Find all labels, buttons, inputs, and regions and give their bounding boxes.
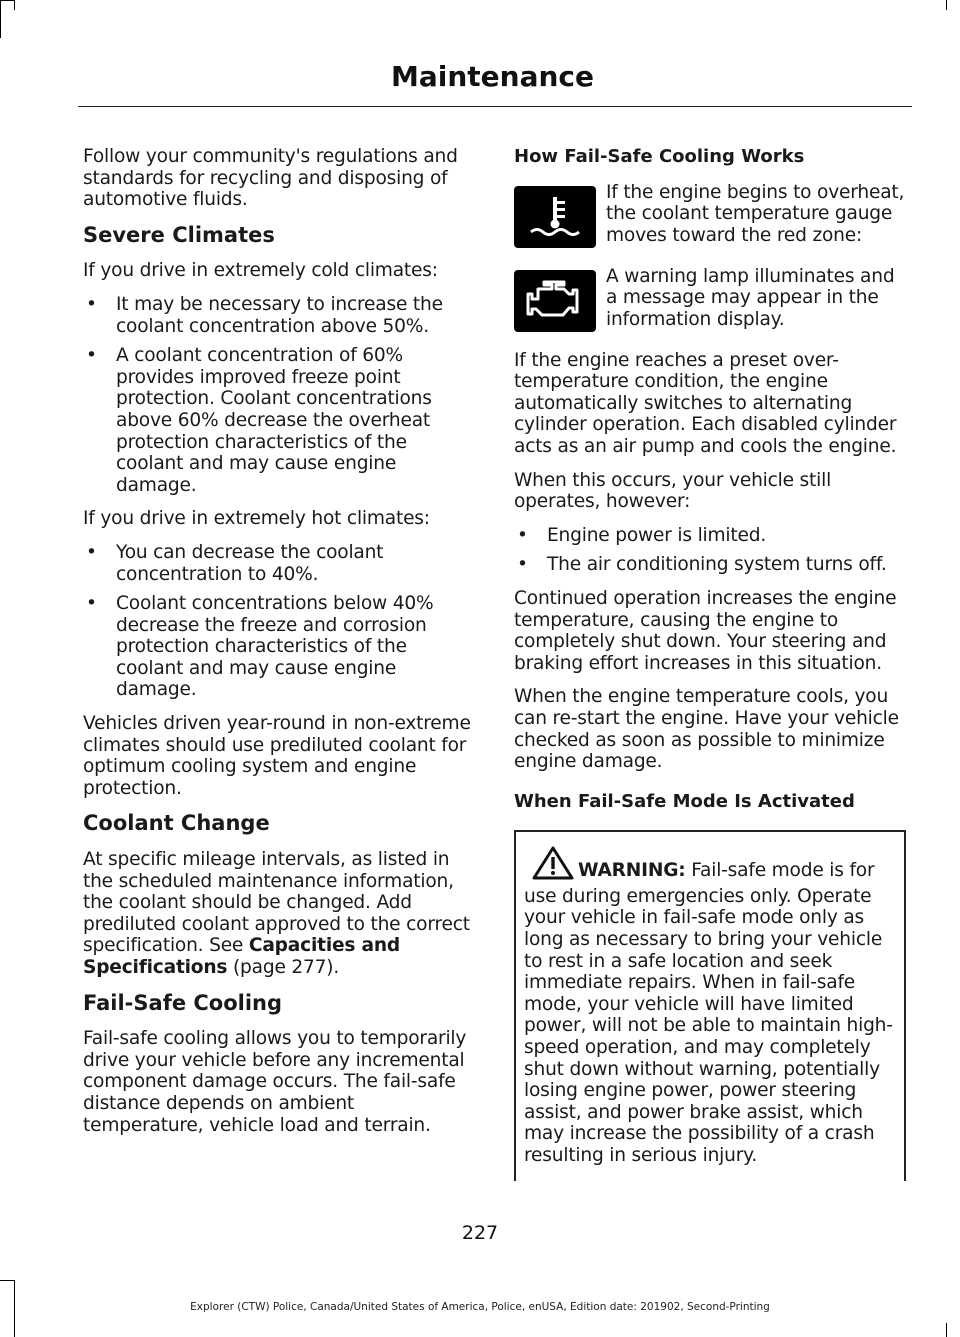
footer-text: Explorer (CTW) Police, Canada/United States of America, Police, enUSA, Edition date: 201902, Second-Printing	[190, 1301, 770, 1313]
crop-mark	[0, 0, 1, 38]
intro-paragraph: Follow your community's regulations and standards for recycling and disposing of automotive fluids.	[83, 146, 458, 211]
list-item: • The air conditioning system turns off.	[517, 554, 887, 576]
list-item: • Engine power is limited.	[517, 524, 767, 546]
check-engine-icon	[514, 270, 596, 332]
cold-list	[83, 294, 479, 496]
check-engine-row	[514, 266, 906, 332]
warning-triangle-icon	[532, 846, 574, 886]
header-divider	[78, 106, 912, 107]
crop-mark	[946, 0, 947, 10]
warning-box	[514, 830, 906, 1180]
cold-intro: If you drive in extremely cold climates:	[83, 260, 438, 282]
warning-text: Fail-safe mode is for use during emergencies only. Operate your vehicle in fail-safe mode only as long as necessary to bring your vehicle to rest in a safe location and seek immediate repairs. When in fail-safe mode, your vehicle will have limited power, will not be able to maintain high-speed operation, and may completely shut down without warning, potentially losing engine power, power steering assist, and power brake assist, which may increase the possibility of a crash resulting in serious injury.	[524, 860, 893, 1166]
list-item: • Coolant concentrations below 40% decrease the freeze and corrosion protection characteristics of the coolant and may cause engine damage.	[86, 593, 434, 701]
section-heading-coolant-change: Coolant Change	[83, 811, 270, 836]
warning-label: WARNING:	[578, 860, 686, 882]
continued-paragraph: Continued operation increases the engine temperature, causing the engine to completely shut down. Your steering and braking effort increases in this situation.	[514, 587, 897, 674]
section-heading-how-fail-safe-works: How Fail-Safe Cooling Works	[514, 146, 805, 167]
capacities-link[interactable]: Capacities and Specifications	[83, 935, 401, 978]
check-engine-text: A warning lamp illuminates and a message may appear in the information display.	[606, 265, 895, 330]
list-item: • A coolant concentration of 60% provides improved freeze point protection. Coolant concentrations above 60% decrease the overheat protection characteristics of the coolant and may cause engine damage.	[86, 345, 432, 496]
preset-paragraph: If the engine reaches a preset over-temperature condition, the engine automatically switches to alternating cylinder operation. Each disabled cylinder acts as an air pump and cools the engine.	[514, 349, 897, 457]
occurs-paragraph: When this occurs, your vehicle still operates, however:	[514, 469, 832, 513]
coolant-temperature-icon	[514, 186, 596, 248]
fail-safe-paragraph: Fail-safe cooling allows you to temporarily drive your vehicle before any incremental component damage occurs. The fail-safe distance depends on ambient temperature, vehicle load and terrain.	[83, 1028, 467, 1136]
prediluted-paragraph: Vehicles driven year-round in non-extreme climates should use prediluted coolant for optimum cooling system and engine protection.	[83, 713, 471, 799]
page-title: Maintenance	[390, 60, 594, 93]
crop-mark	[0, 0, 14, 1]
coolant-change-paragraph: At specific mileage intervals, as listed in the scheduled maintenance information, the coolant should be changed. Add prediluted coolant approved to the correct specification. See Capacities and Specifications (page 277).	[83, 849, 470, 978]
hot-intro: If you drive in extremely hot climates:	[83, 508, 430, 530]
cools-paragraph: When the engine temperature cools, you can re-start the engine. Have your vehicle checked as soon as possible to minimize engine damage.	[514, 686, 899, 773]
right-column	[514, 146, 906, 1181]
list-item: • You can decrease the coolant concentration to 40%.	[86, 541, 384, 585]
occurs-list	[514, 525, 906, 576]
crop-mark	[14, 0, 15, 10]
left-column	[83, 146, 479, 1148]
page-number: 227	[461, 1222, 499, 1244]
coolant-gauge-row	[514, 182, 906, 248]
section-heading-fail-safe-cooling: Fail-Safe Cooling	[83, 990, 283, 1015]
crop-mark	[946, 1323, 947, 1337]
coolant-gauge-text: If the engine begins to overheat, the coolant temperature gauge moves toward the red zone:	[606, 181, 905, 246]
section-heading-severe-climates: Severe Climates	[83, 222, 275, 247]
list-item: • It may be necessary to increase the coolant concentration above 50%.	[86, 293, 443, 337]
hot-list	[83, 542, 479, 701]
crop-mark	[0, 1280, 14, 1281]
section-heading-fail-safe-activated: When Fail-Safe Mode Is Activated	[514, 790, 855, 812]
